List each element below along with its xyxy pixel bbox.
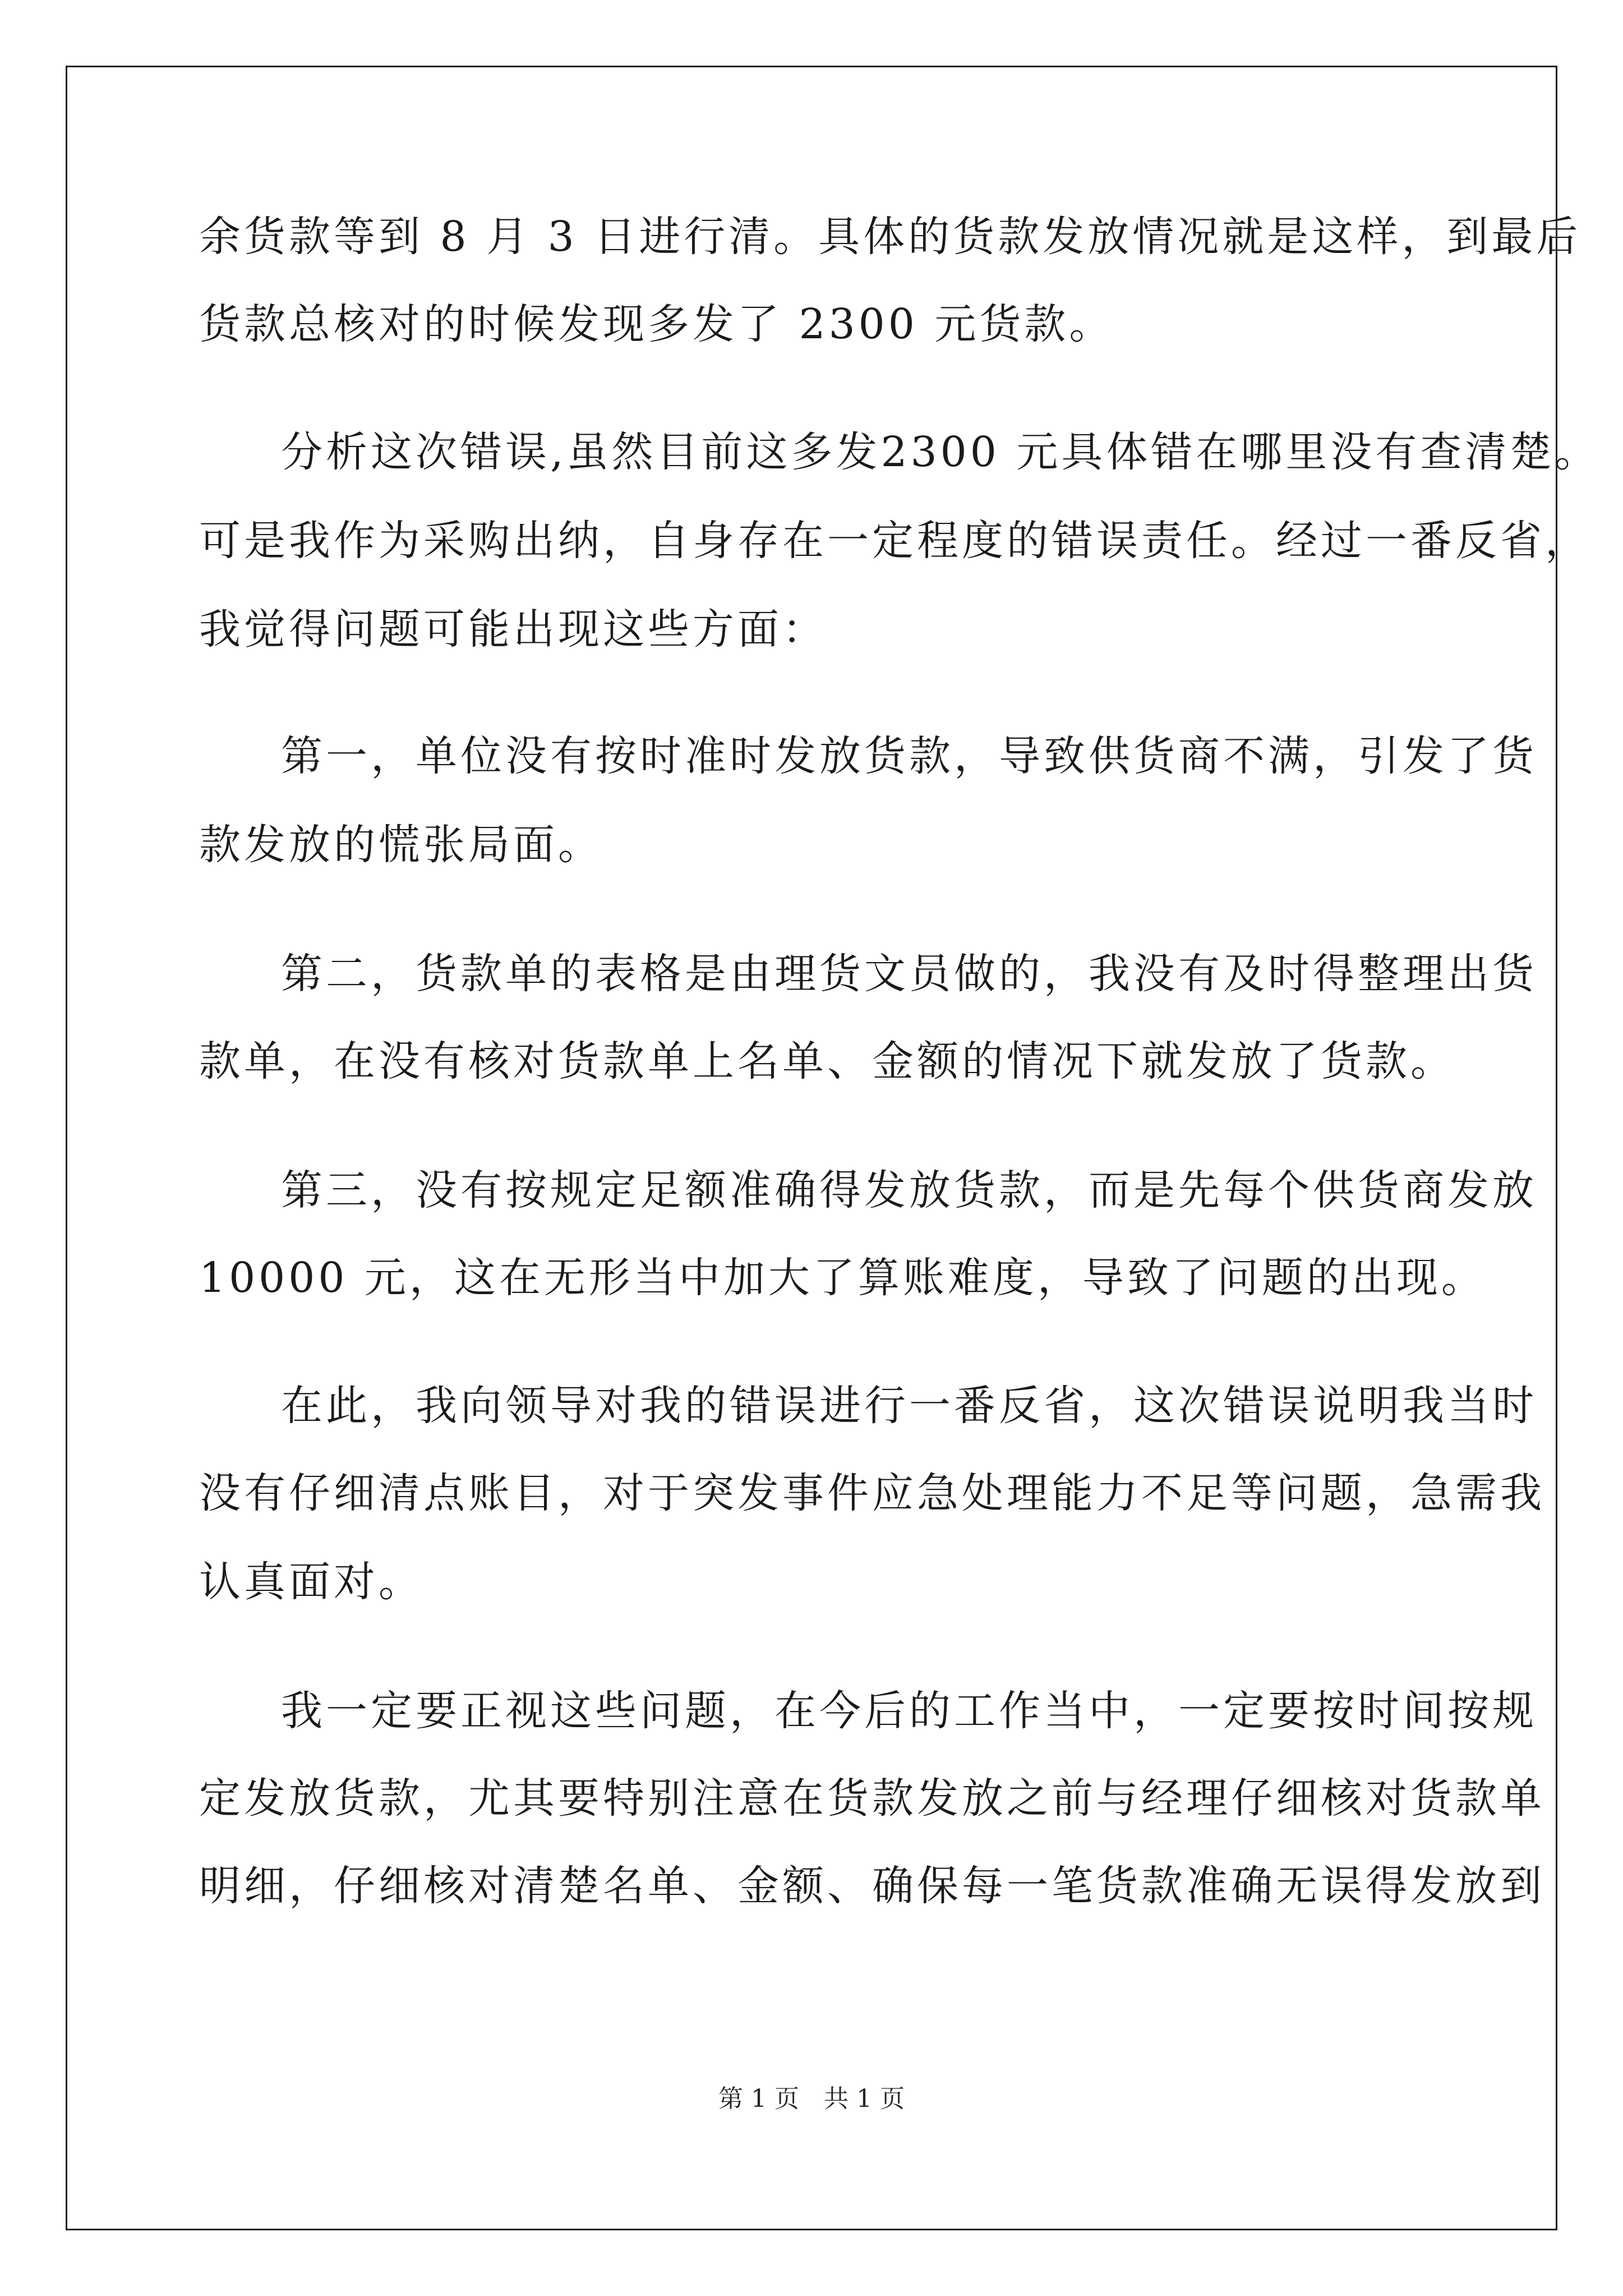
text-line: 款单，在没有核对货款单上名单、金额的情况下就发放了货款。 xyxy=(199,1037,1455,1085)
text-line: 认真面对。 xyxy=(199,1558,423,1606)
text-line: 明细，仔细核对清楚名单、金额、确保每一笔货款准确无误得发放到 xyxy=(199,1862,1545,1910)
text-line: 分析这次错误,虽然目前这多发2300 元具体错在哪里没有查清楚。 xyxy=(281,428,1600,476)
text-line: 定发放货款，尤其要特别注意在货款发放之前与经理仔细核对货款单 xyxy=(199,1774,1545,1823)
text-line: 第一，单位没有按时准时发放货款，导致供货商不满，引发了货 xyxy=(281,732,1537,780)
text-line: 可是我作为采购出纳，自身存在一定程度的错误责任。经过一番反省， xyxy=(199,517,1590,565)
text-line: 款发放的慌张局面。 xyxy=(199,821,603,869)
text-line: 没有仔细清点账目，对于突发事件应急处理能力不足等问题，急需我 xyxy=(199,1469,1545,1517)
text-line: 余货款等到 8 月 3 日进行清。具体的货款发放情况就是这样，到最后 xyxy=(199,213,1581,261)
page-footer: 第 1 页 共 1 页 xyxy=(718,2085,905,2113)
text-line: 10000 元，这在无形当中加大了算账难度，导致了问题的出现。 xyxy=(199,1254,1486,1302)
text-line: 在此，我向领导对我的错误进行一番反省，这次错误说明我当时 xyxy=(281,1382,1537,1430)
text-line: 第三，没有按规定足额准确得发放货款，而是先每个供货商发放 xyxy=(281,1166,1537,1214)
text-line: 我觉得问题可能出现这些方面： xyxy=(199,605,827,654)
text-line: 第二，货款单的表格是由理货文员做的，我没有及时得整理出货 xyxy=(281,950,1537,998)
text-line: 货款总核对的时候发现多发了 2300 元货款。 xyxy=(199,300,1114,348)
text-line: 我一定要正视这些问题，在今后的工作当中，一定要按时间按规 xyxy=(281,1687,1537,1735)
